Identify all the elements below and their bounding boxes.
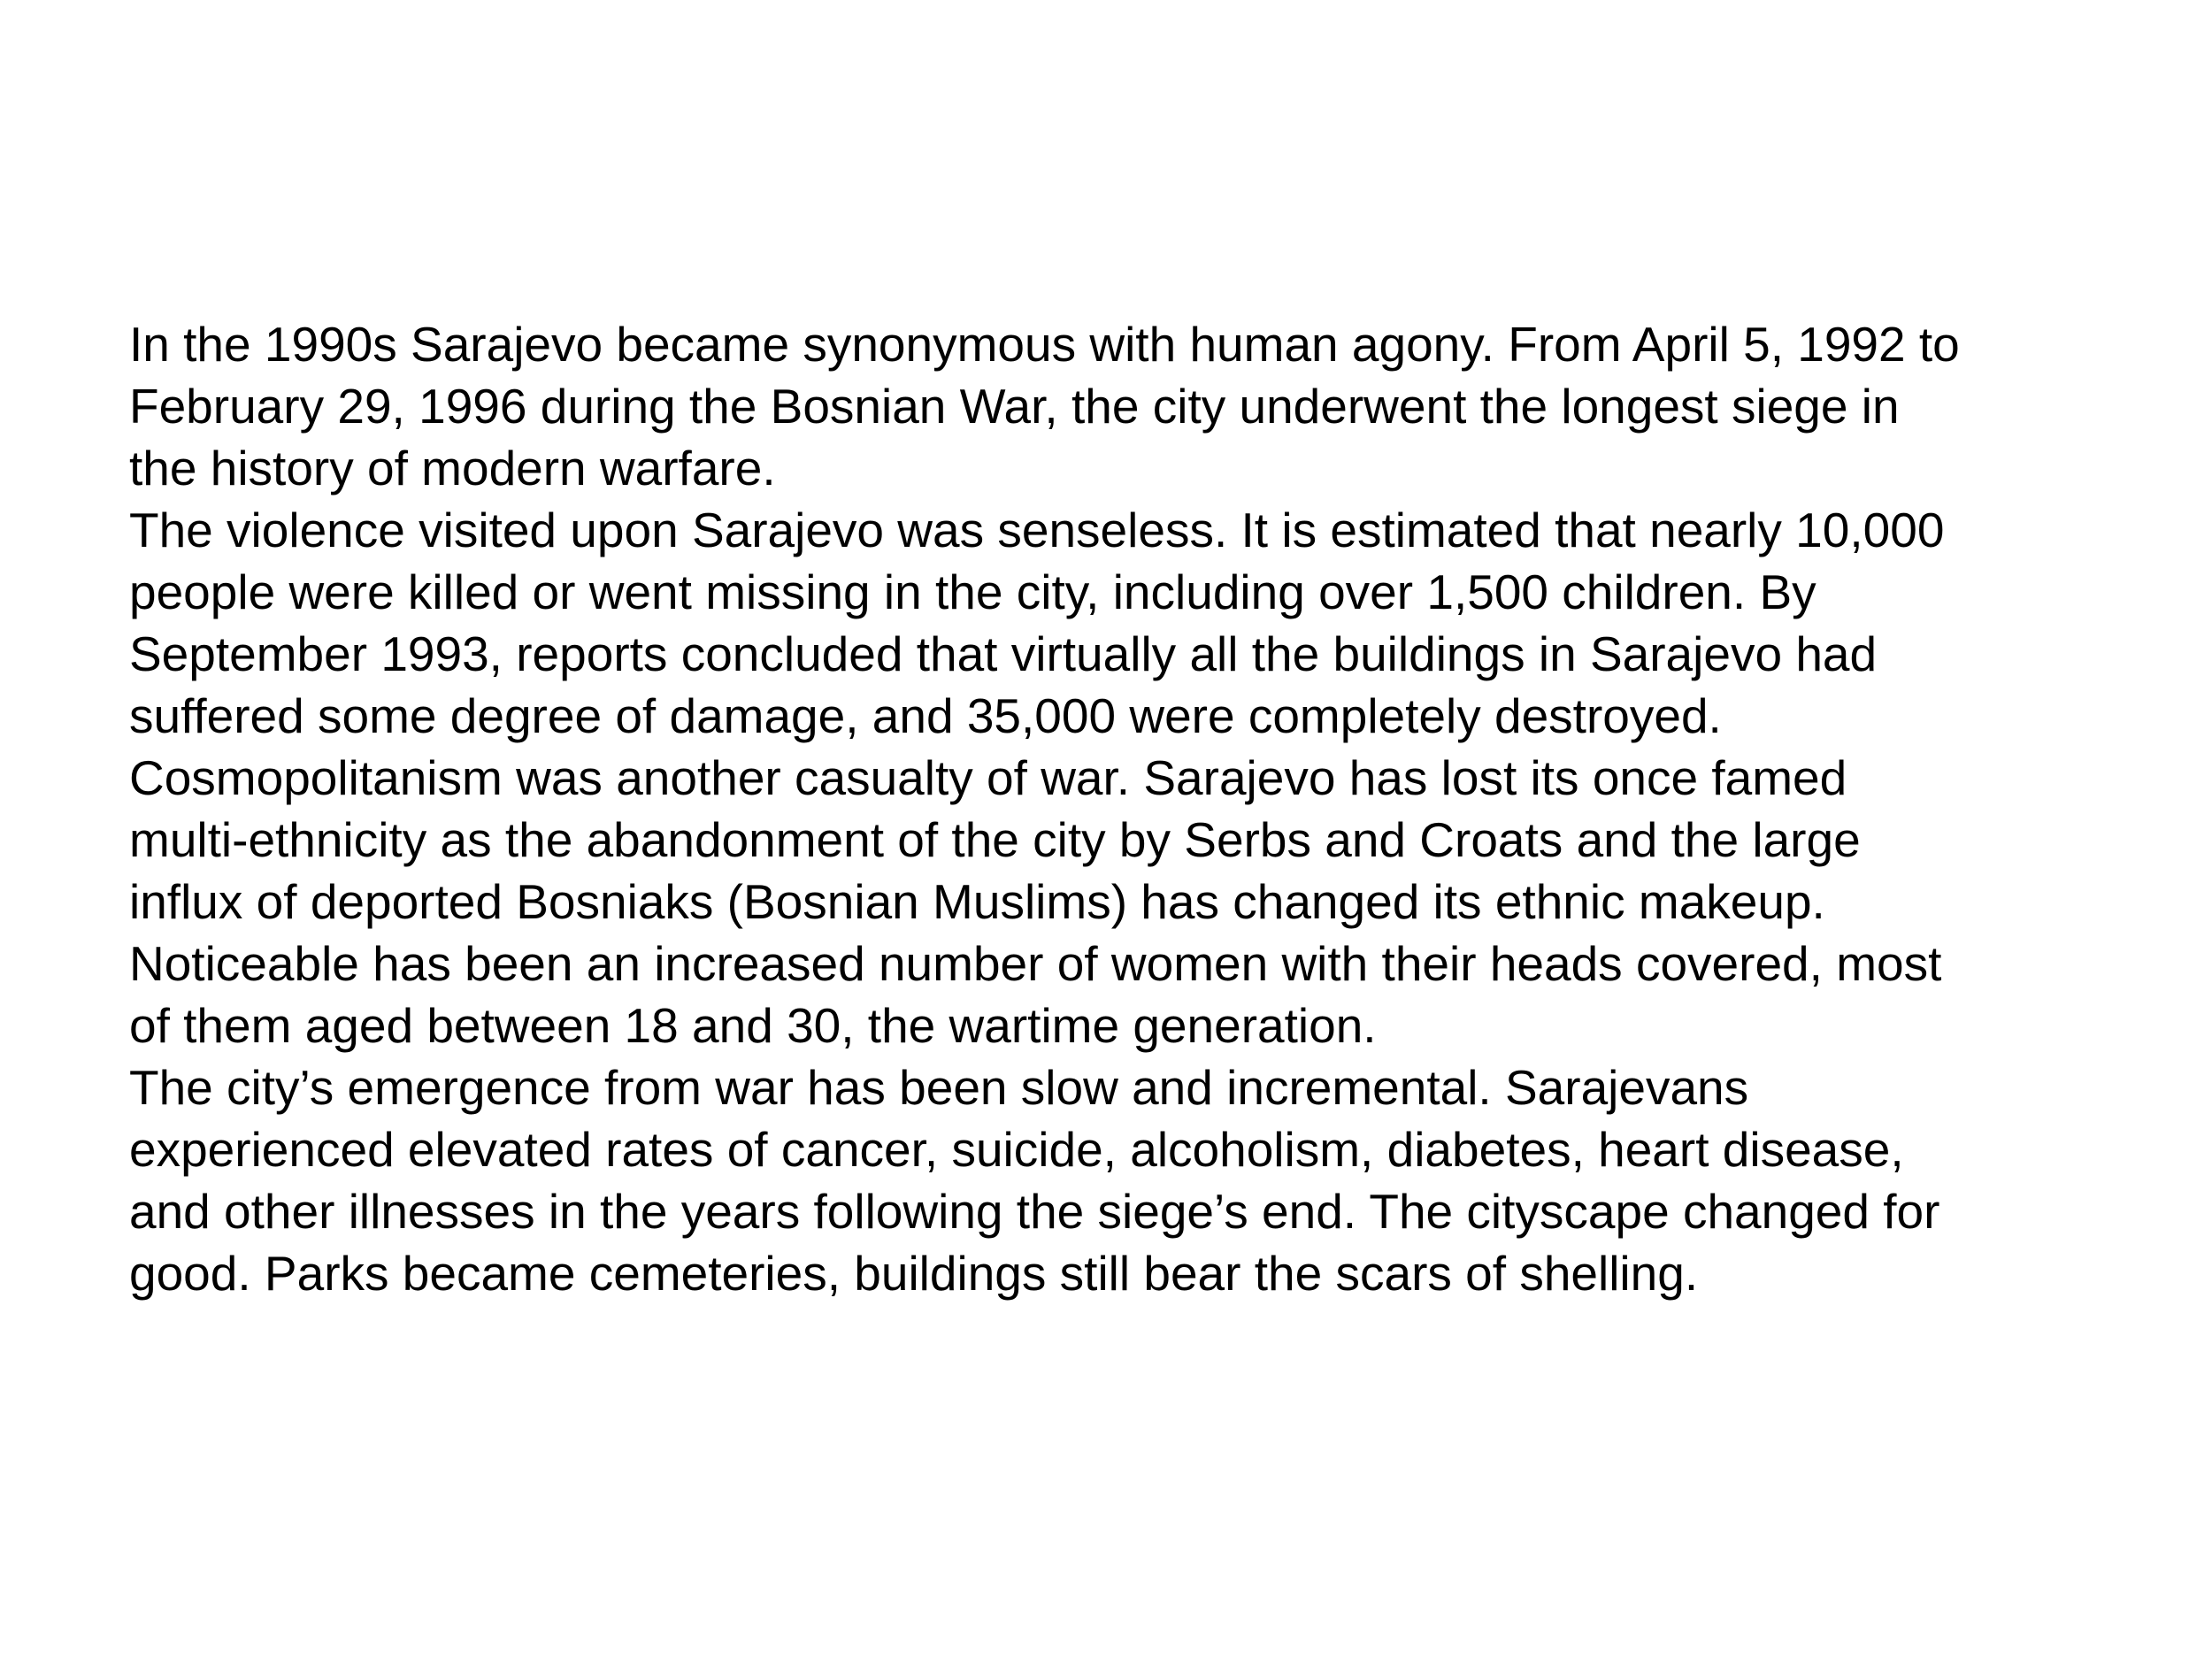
text-line: In the 1990s Sarajevo became synonymous with human agony. From April 5, 1992 to (129, 317, 1960, 372)
text-line: Cosmopolitanism was another casualty of war. Sarajevo has lost its once famed (129, 750, 1847, 805)
text-line: February 29, 1996 during the Bosnian War, the city underwent the longest siege in (129, 379, 1900, 434)
text-line: The violence visited upon Sarajevo was senseless. It is estimated that nearly 10,000 (129, 503, 1945, 557)
text-line: Noticeable has been an increased number of women with their heads covered, most (129, 936, 1942, 991)
body-text (129, 313, 2147, 1304)
paragraph-violence (129, 499, 2147, 747)
paragraph-siege-intro (129, 313, 2147, 499)
text-line: multi-ethnicity as the abandonment of the city by Serbs and Croats and the large (129, 812, 1861, 867)
paragraph-cosmopolitanism (129, 747, 2147, 1056)
text-line: good. Parks became cemeteries, buildings still bear the scars of shelling. (129, 1246, 1699, 1301)
text-line: September 1993, reports concluded that virtually all the buildings in Sarajevo had (129, 626, 1878, 681)
text-line: of them aged between 18 and 30, the wartime generation. (129, 998, 1377, 1053)
text-line: the history of modern warfare. (129, 441, 776, 495)
text-line: influx of deported Bosniaks (Bosnian Muslims) has changed its ethnic makeup. (129, 874, 1825, 929)
text-line: people were killed or went missing in the city, including over 1,500 children. By (129, 565, 1816, 619)
paragraph-emergence (129, 1056, 2147, 1304)
text-line: The city’s emergence from war has been slow and incremental. Sarajevans (129, 1060, 1749, 1115)
text-line: and other illnesses in the years following the siege’s end. The cityscape changed for (129, 1184, 1940, 1239)
text-line: experienced elevated rates of cancer, suicide, alcoholism, diabetes, heart disease, (129, 1122, 1904, 1177)
text-line: suffered some degree of damage, and 35,000 were completely destroyed. (129, 688, 1722, 743)
